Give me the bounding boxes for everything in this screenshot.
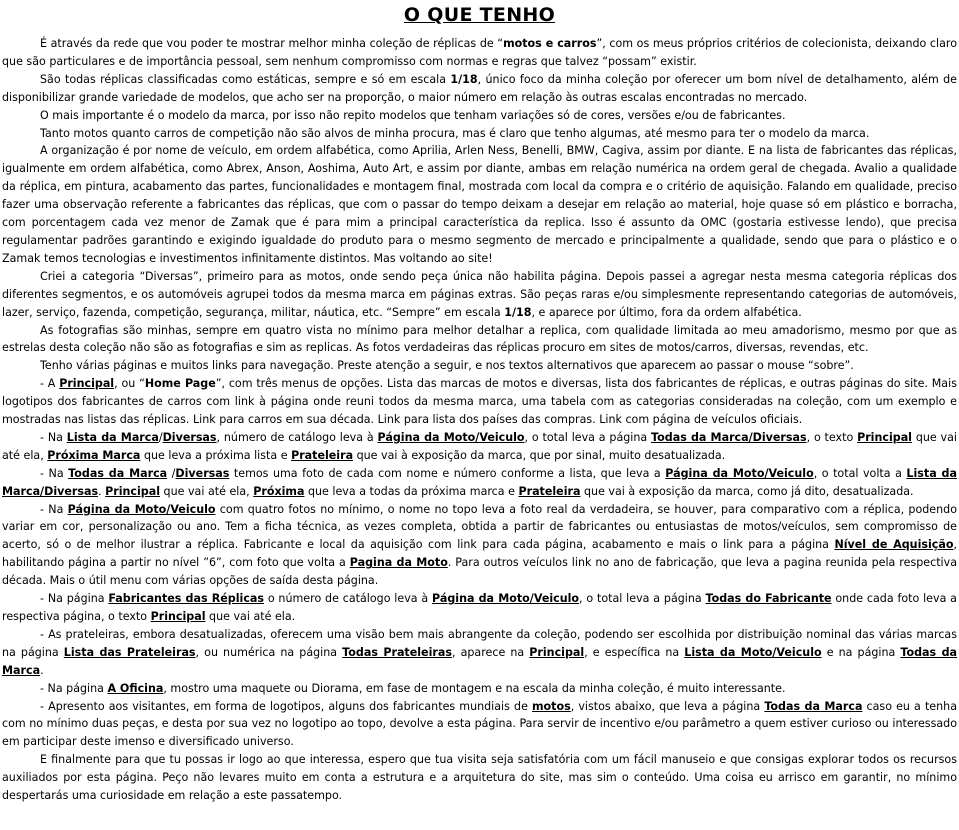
text: , o total leva a página: [524, 430, 652, 444]
text: que vai até ela.: [205, 610, 296, 623]
text: E finalmente para que tu possas ir logo ao que interessa, espero que tua visita seja satisfatória com um fácil manuseio e que consigas explorar todos os recursos auxiliados por esta página. Peço não levares muito em conta a estrutura e a arquitetura do site, mas sim o conteúdo. Uma coisa eu arrisco em garantir, no mínimo despertarás uma curiosidade em relação a este passatempo.: [2, 753, 957, 803]
text: , aparece na: [451, 645, 530, 659]
link[interactable]: Próxima: [253, 484, 305, 498]
text: que vai à exposição da marca, como já dito, desatualizada.: [580, 484, 914, 498]
text: O mais importante é o modelo da marca, por isso não repito modelos que tenham variações só de cores, versões e/ou de fabricantes.: [40, 108, 786, 122]
text: Tanto motos quanto carros de competição não são alvos de minha procura, mas é claro que tenho algumas, até mesmo para ter o modelo da marca.: [40, 126, 870, 140]
text: , habilitando página a partir no nível ”6”, com foto que volta a: [2, 538, 958, 570]
text: - A: [40, 377, 60, 391]
paragraph: [2, 107, 957, 125]
text: caso eu a tenha com no mínimo duas peças, e desta por sua vez no logotipo ao topo, devolve a esta página. Para servir de incentivo e/ou parâmetro a quem estiver curioso ou interessado em participar deste imenso e diversificado universo.: [2, 699, 957, 749]
text: onde cada foto leva a respectiva página, o texto: [2, 592, 957, 623]
paragraph: [2, 375, 957, 429]
paragraph: [2, 626, 957, 680]
link[interactable]: Todas da Marca: [2, 645, 957, 677]
text: com quatro fotos no mínimo, o nome no topo leva a foto real da verdadeira, se houver, para comparativo com a réplica, podendo variar em cor, personalização ou ano. Tem a ficha técnica, as vezes completa, obtida a partir de fabricantes ou entusiastas de motos/veículos, sem compromisso de acerto, só o de melhor ilustrar a réplica. Fabricante e local da aquisição com link para cada página, acabamento e mais o link para a página: [2, 502, 957, 552]
paragraph: [2, 357, 957, 375]
link[interactable]: Todas da Marca: [68, 466, 168, 480]
bold-text: 1/18: [450, 72, 478, 86]
text: .: [40, 663, 44, 677]
text: - Na: [40, 502, 68, 516]
link[interactable]: Principal: [150, 610, 206, 623]
link[interactable]: Lista da Moto/Veiculo: [684, 645, 822, 659]
bold-text: 1/18: [504, 305, 532, 319]
text: A organização é por nome de veículo, em ordem alfabética, como Aprilia, Arlen Ness, Benelli, BMW, Cagiva, assim por diante. E na lista de fabricantes das réplicas, igualmente em ordem alfabética, como Abrex, Anson, Aoshima, Auto Art, e assim por diante, ambas em relação numérica na ordem geral de chegada. Avalio a qualidade da réplica, em pintura, acabamento das partes, funcionalidades e montagem final, mostrada com local da compra e o critério de aquisição. Falando em qualidade, preciso fazer uma observação referente a fabricantes das réplicas, que com o passar do tempo deixam a desejar em relação ao material, hoje quase só em plástico e borracha, com porcentagem cada vez menor de Zamak que é para mim a principal característica da replica. Isso é assunto da OMC (gostaria estivesse lendo), que precisa regulamentar padrões garantindo e exigindo igualdade do produto para o mesmo segmento de mercado e principalmente a qualidade, sendo que para o plástico e o Zamak temos tecnologias e investimentos infinitamente distintos. Mas voltando ao site!: [2, 144, 957, 265]
text: As fotografias são minhas, sempre em quatro vista no mínimo para melhor detalhar a replica, com qualidade limitada ao meu amadorismo, mesmo por que as estrelas desta coleção não são as fotografias e sim as replicas. As fotos verdadeiras das réplicas procuro em sites de motos/carros, diversas, revendas, etc.: [2, 323, 957, 355]
link[interactable]: Página da Moto/Veiculo: [67, 502, 216, 516]
text: , e específica na: [584, 645, 685, 659]
text: - Na página: [40, 592, 109, 606]
link[interactable]: Lista das Prateleiras: [63, 645, 196, 659]
text: , ou “: [114, 377, 145, 391]
link[interactable]: Próxima Marca: [47, 448, 141, 462]
link[interactable]: Principal: [529, 645, 585, 659]
text: .: [98, 484, 106, 498]
bold-text: Home Page: [144, 377, 216, 391]
link[interactable]: Diversas: [175, 466, 230, 480]
text: que vai até ela,: [160, 484, 254, 498]
paragraph: [2, 590, 957, 626]
link[interactable]: Todas Prateleiras: [342, 645, 452, 659]
link[interactable]: Principal: [105, 484, 161, 498]
text: . Para outros veículos link no ano de fabricação, que leva a pagina reunida pela respectiva década. Mais o útil menu com várias opções de saída desta página.: [2, 556, 957, 588]
link[interactable]: Página da Moto/Veiculo: [432, 592, 580, 606]
paragraph: [2, 680, 957, 698]
link[interactable]: motos: [532, 699, 571, 713]
text: - Na página: [40, 681, 108, 695]
text: - Na: [40, 466, 69, 480]
text: - Na: [40, 430, 67, 444]
bold-text: motos e carros: [503, 37, 597, 50]
text: que vai à exposição da marca, que por sinal, muito desatualizada.: [353, 448, 726, 462]
text: Criei a categoria “Diversas”, primeiro para as motos, onde sendo peça única não habilita página. Depois passei a agregar nesta mesma categoria réplicas dos diferentes segmentos, e os automóveis agrupei todos da mesma marca em páginas extras. São peças raras e/ou simplesmente representando categorias de automóveis, lazer, serviço, fazenda, competição, segurança, militar, náutica, etc. “Sempre” em escala: [2, 269, 957, 319]
text: - As prateleiras, embora desatualizadas, oferecem uma visão bem mais abrangente da coleção, podendo ser escolhida por distribuição nominal das várias marcas na página: [2, 627, 957, 659]
text: o número de catálogo leva à: [264, 592, 433, 606]
paragraph: [2, 35, 957, 71]
text: , e aparece por último, fora da ordem alfabética.: [531, 305, 802, 319]
link[interactable]: Todas da Marca/Diversas: [651, 430, 807, 444]
text: , o total volta a: [813, 466, 907, 480]
link[interactable]: Lista da Marca/Diversas: [2, 466, 957, 498]
paragraph: [2, 71, 957, 107]
link[interactable]: Página da Moto/Veiculo: [665, 466, 814, 480]
paragraph: [2, 429, 957, 465]
text: , único foco da minha coleção por oferecer um bom nível de detalhamento, além de disponibilizar grande variedade de modelos, que acho ser na proporção, o maior número em relação às outras escalas encontradas no mercado.: [2, 72, 958, 104]
text: , o texto: [806, 430, 858, 444]
text: temos uma foto de cada com nome e número conforme a lista, que leva a: [229, 466, 666, 480]
paragraph: [2, 751, 957, 805]
link[interactable]: Fabricantes das Réplicas: [108, 592, 264, 606]
link[interactable]: Diversas: [162, 430, 217, 444]
paragraph: [2, 125, 957, 143]
text: ”, com os meus próprios critérios de colecionista, deixando claro que são particulares e de importância pessoal, sem nenhum compromisso com normas e regras que talvez “possam” existir.: [2, 37, 958, 68]
paragraph: [2, 268, 957, 322]
text: , número de catálogo leva à: [216, 430, 378, 444]
link[interactable]: A Oficina: [107, 681, 164, 695]
text: , ou numérica na página: [195, 645, 343, 659]
text: , vistos abaixo, que leva a página: [570, 699, 765, 713]
text: - Apresento aos visitantes, em forma de logotipos, alguns dos fabricantes mundiais de: [40, 699, 532, 713]
paragraph: [2, 142, 957, 267]
link[interactable]: Principal: [857, 430, 912, 444]
text: Tenho várias páginas e muitos links para navegação. Preste atenção a seguir, e nos textos alternativos que aparecem ao passar o mouse “sobre”.: [40, 359, 854, 373]
article-body: [2, 35, 957, 805]
paragraph: [2, 322, 957, 358]
text: que vai até ela,: [2, 430, 957, 462]
link[interactable]: Todas da Marca: [764, 699, 863, 713]
link[interactable]: Principal: [59, 377, 115, 391]
link[interactable]: Pagina da Moto: [349, 556, 448, 570]
link[interactable]: Nível de Aquisição: [834, 538, 954, 552]
link[interactable]: Todas do Fabricante: [705, 592, 832, 606]
paragraph: [2, 501, 957, 591]
link[interactable]: Página da Moto/Veiculo: [377, 430, 525, 444]
page-title: O QUE TENHO: [403, 4, 556, 26]
text: São todas réplicas classificadas como estáticas, sempre e só em escala: [40, 72, 451, 86]
link[interactable]: Lista da Marca: [66, 430, 159, 444]
text: e na página: [821, 645, 901, 659]
text: ”, com três menus de opções. Lista das marcas de motos e diversas, lista dos fabricantes de réplicas, e outras páginas do site. Mais logotipos dos fabricantes de carros com link à página onde reuni todos da mesma marca, uma tabela com as categorias consideradas na coleção, com um exemplo e mostradas nas listas das réplicas. Link para carros em sua década. Link para lista dos países das compras. Link com página de veículos oficiais.: [2, 377, 957, 427]
link[interactable]: Prateleira: [518, 484, 581, 498]
text: , mostro uma maquete ou Diorama, em fase de montagem e na escala da minha coleção, é muito interessante.: [163, 681, 786, 695]
text: que leva a todas da próxima marca e: [304, 484, 519, 498]
paragraph: [2, 465, 957, 501]
text: É através da rede que vou poder te mostrar melhor minha coleção de réplicas de “: [40, 37, 504, 50]
link[interactable]: Prateleira: [291, 448, 354, 462]
text: /: [158, 430, 163, 444]
text: que leva a próxima lista e: [140, 448, 292, 462]
paragraph: [2, 698, 957, 752]
text: /: [167, 466, 176, 480]
text: , o total leva a página: [579, 592, 706, 606]
